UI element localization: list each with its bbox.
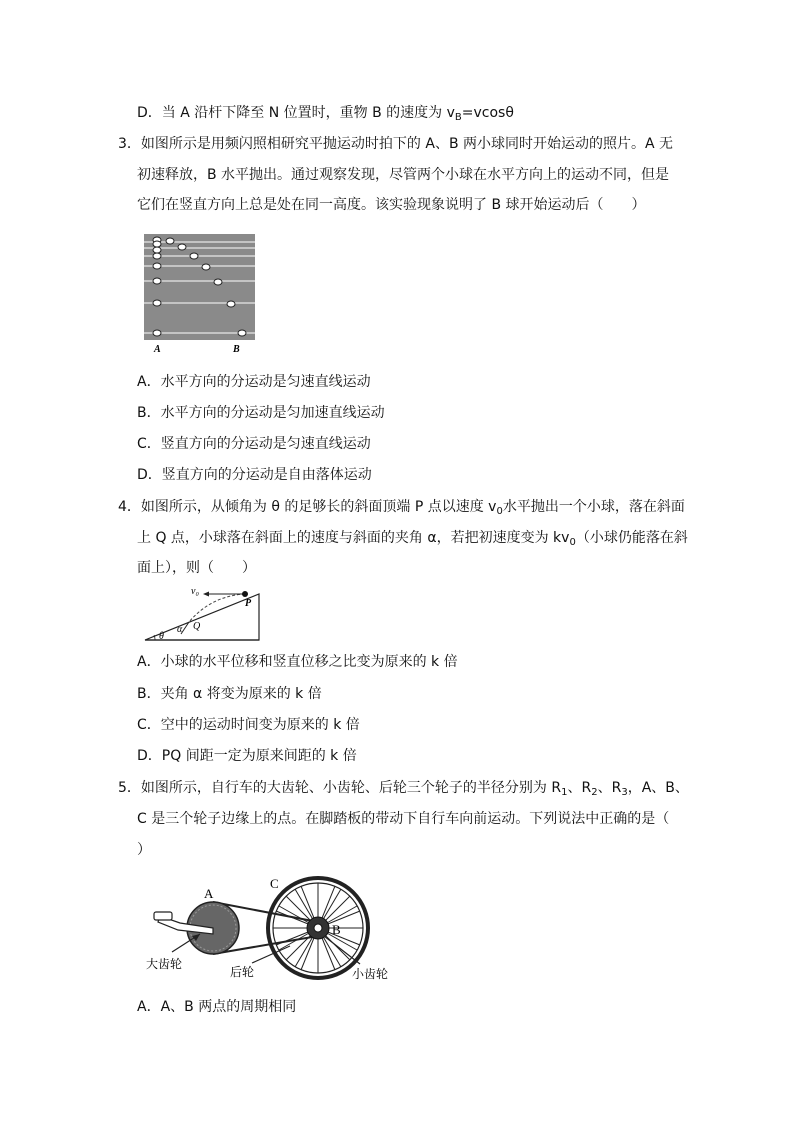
q4-stem-subscript-2: 0 (569, 537, 576, 548)
q4-label-v0: v₀ (191, 586, 199, 597)
q3-label-b: B (233, 344, 240, 355)
q5-subscript-2: 2 (591, 787, 598, 798)
trajectory-path (189, 594, 245, 622)
q3-option-b: B．水平方向的分运动是匀加速直线运动 (137, 405, 385, 421)
q4-option-c: C．空中的运动时间变为原来的 k 倍 (137, 717, 360, 733)
q4-stem-line-3: 面上），则（ ） (137, 560, 256, 576)
q4-label-alpha: α (177, 624, 183, 635)
q2-option-d (137, 103, 514, 128)
small-gear-hub (314, 924, 322, 932)
q5-stem-line-2: C 是三个轮子边缘上的点。在脚踏板的带动下自行车向前运动。下列说法中正确的是（ (137, 811, 670, 827)
small-gear-leader (324, 936, 360, 964)
q4-stem-text-2a: 上 Q 点，小球落在斜面上的速度与斜面的夹角 α，若把初速度变为 kv (137, 530, 570, 546)
ball-at-p (242, 591, 248, 597)
v0-arrowhead (203, 592, 209, 597)
q5-label-c: C (270, 876, 279, 891)
q5-subscript-3: 3 (621, 787, 628, 798)
q4-stem-text-1a: 如图所示，从倾角为 θ 的足够长的斜面顶端 P 点以速度 v (140, 499, 497, 515)
q5-option-a: A．A、B 两点的周期相同 (137, 999, 297, 1015)
q3-strobe-photo-figure (144, 234, 256, 356)
q3-stem-line-2: 初速释放，B 水平抛出。通过观察发现，尽管两个小球在水平方向上的运动不同，但是 (137, 167, 670, 183)
q5-stem-line-3: ） (137, 842, 151, 858)
q4-stem-line-2 (137, 528, 688, 553)
q3-stem-line-3: 它们在竖直方向上总是处在同一高度。该实验现象说明了 B 球开始运动后（ ） (137, 197, 646, 213)
q3-option-a: A．水平方向的分运动是匀速直线运动 (137, 374, 371, 390)
q5-label-big-gear: 大齿轮 (146, 957, 183, 971)
q4-number: 4． (118, 499, 141, 515)
q4-incline-figure (141, 586, 263, 646)
q4-option-d: D．PQ 间距一定为原来间距的 k 倍 (137, 748, 357, 764)
q3-option-d: D．竖直方向的分运动是自由落体运动 (137, 467, 372, 483)
q5-number: 5． (118, 780, 141, 796)
q3-option-c: C．竖直方向的分运动是匀速直线运动 (137, 436, 371, 452)
q5-separator-1: 、R (567, 780, 592, 796)
q4-label-q: Q (193, 621, 201, 632)
q5-subscript-1: 1 (561, 787, 568, 798)
q4-stem-subscript-1: 0 (496, 506, 503, 517)
q4-option-a: A．小球的水平位移和竖直位移之比变为原来的 k 倍 (137, 654, 458, 670)
q5-label-a: A (204, 886, 214, 901)
q4-label-theta: θ (159, 631, 164, 642)
q5-stem-line-1 (118, 778, 689, 803)
pedal (154, 912, 172, 920)
q5-label-small-gear: 小齿轮 (352, 967, 389, 981)
q5-label-rear-wheel: 后轮 (230, 965, 255, 979)
q3-label-a: A (154, 344, 161, 355)
q5-separator-2: 、R (597, 780, 622, 796)
q5-stem-text-1a: 如图所示，自行车的大齿轮、小齿轮、后轮三个轮子的半径分别为 R (140, 780, 562, 796)
q4-stem-text-1b: 水平抛出一个小球，落在斜面 (502, 499, 685, 515)
q5-stem-text-1b: ，A、B、 (627, 780, 689, 796)
q5-bicycle-gear-figure (140, 868, 400, 986)
q3-stem-line-1 (118, 134, 673, 154)
q4-option-b: B．夹角 α 将变为原来的 k 倍 (137, 686, 322, 702)
q4-label-p: P (245, 598, 252, 609)
q5-label-b: B (332, 922, 341, 937)
q4-stem-line-1 (118, 497, 685, 522)
q2-option-d-text: D．当 A 沿杆下降至 N 位置时，重物 B 的速度为 v (137, 105, 455, 121)
q2-option-d-suffix: =vcosθ (461, 105, 514, 121)
q3-stem-text-1: 如图所示是用频闪照相研究平抛运动时拍下的 A、B 两小球同时开始运动的照片。A 无 (140, 136, 674, 152)
q2-option-d-subscript: B (454, 112, 462, 123)
q3-number: 3． (118, 136, 141, 152)
q4-stem-text-2b: （小球仍能落在斜 (575, 530, 688, 546)
